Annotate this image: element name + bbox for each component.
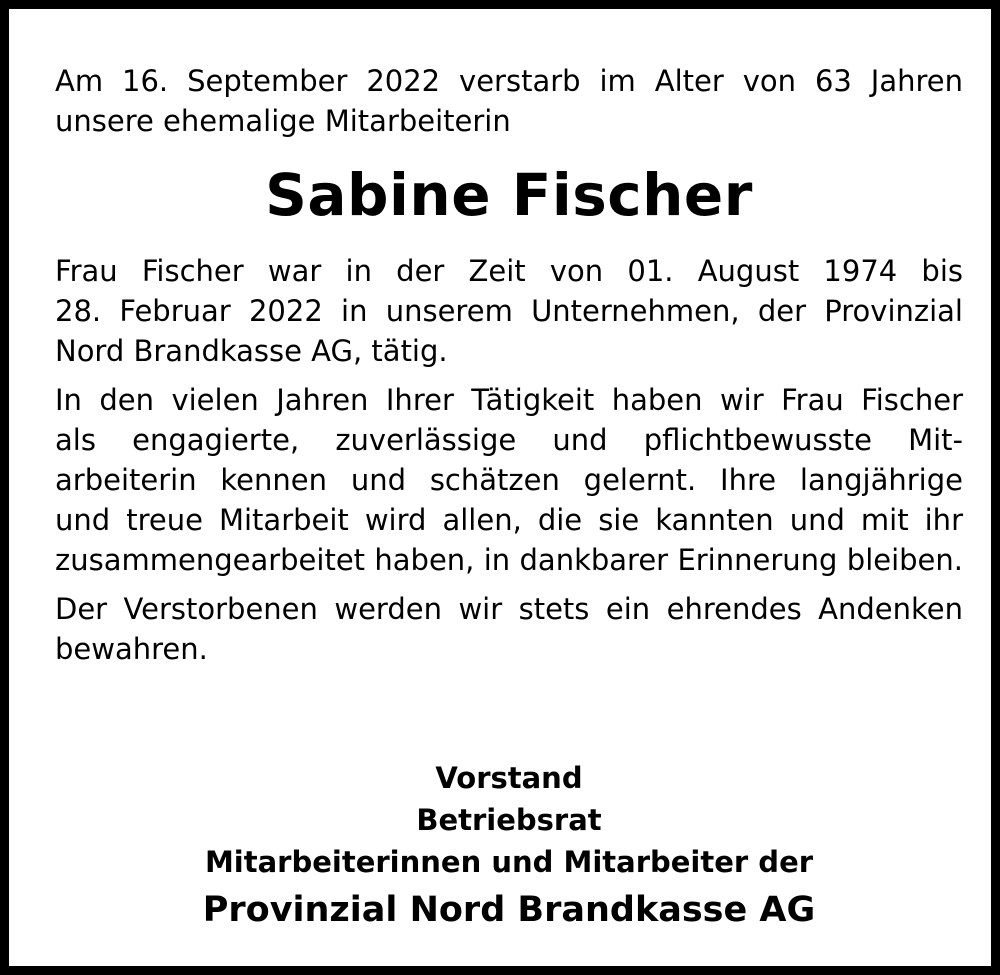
intro-line: Am 16. September 2022 verstarb im Alter von 63 Jahren	[55, 64, 963, 98]
intro-text	[55, 61, 963, 141]
signature-block	[55, 757, 963, 935]
obituary-content	[55, 61, 963, 930]
deceased-name: Sabine Fischer	[265, 161, 753, 229]
paragraph-remembrance	[55, 589, 963, 669]
paragraph-line: In den vielen Jahren Ihrer Tätigkeit haben wir Frau Fischer	[55, 383, 963, 417]
paragraph-line: arbeiterin kennen und schätzen gelernt. Ihre langjährige	[55, 463, 963, 497]
signatory-employees: Mitarbeiterinnen und Mitarbeiter der	[204, 845, 814, 879]
paragraph-line: zusammengearbeitet haben, in dankbarer Erinnerung bleiben.	[55, 543, 963, 577]
paragraph-line: als engagierte, zuverlässige und pflichtbewusste Mit-	[55, 423, 963, 457]
signatory-works-council: Betriebsrat	[416, 803, 602, 837]
paragraph-line: 28. Februar 2022 in unserem Unternehmen, der Provinzial	[55, 294, 963, 328]
paragraph-line: und treue Mitarbeit wird allen, die sie kannten und mit ihr	[55, 503, 963, 537]
paragraph-employment	[55, 251, 963, 371]
signatory-board: Vorstand	[435, 761, 583, 795]
paragraph-tribute	[55, 380, 963, 580]
paragraph-line: Frau Fischer war in der Zeit von 01. August 1974 bis	[55, 254, 963, 288]
paragraph-line: Der Verstorbenen werden wir stets ein ehrendes Andenken	[55, 592, 963, 626]
paragraph-line: bewahren.	[55, 632, 208, 666]
intro-line: unsere ehemalige Mitarbeiterin	[55, 104, 511, 138]
paragraph-line: Nord Brandkasse AG, tätig.	[55, 334, 448, 368]
company-name: Provinzial Nord Brandkasse AG	[202, 890, 816, 930]
